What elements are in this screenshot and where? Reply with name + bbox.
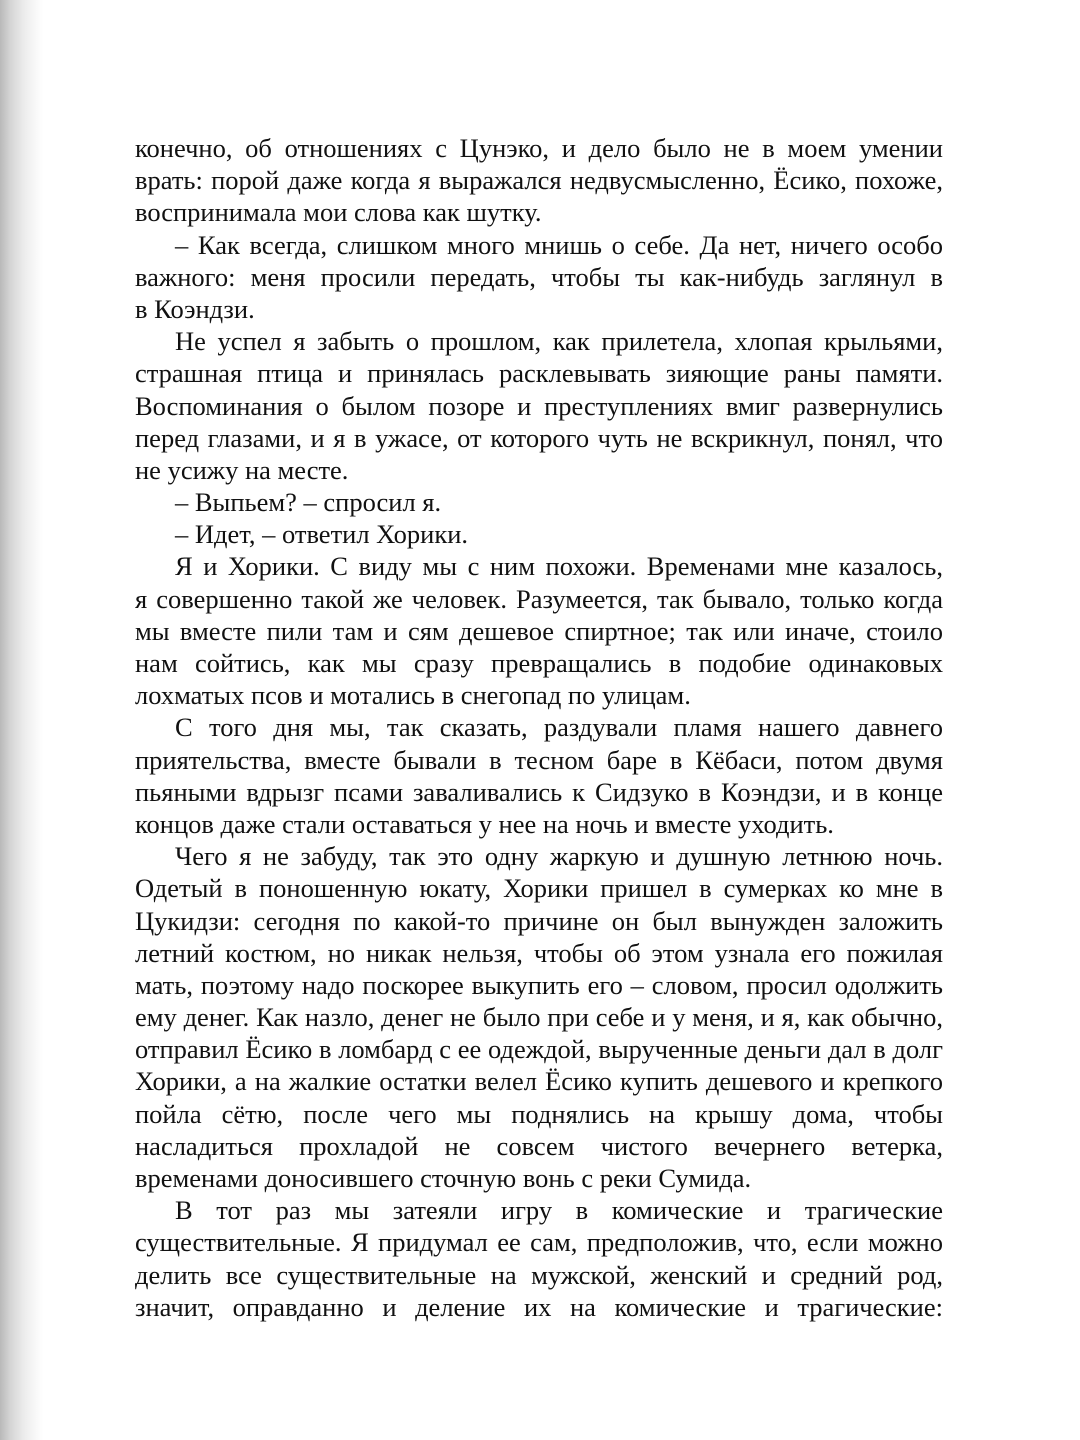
text-line: Я и Хорики. С виду мы с ним похожи. Временами мне казалось, [175,551,943,582]
text-line: насладиться прохладой не совсем чистого вечернего ветерка, [135,1130,943,1161]
text-line: врать: порой даже когда я выражался недвусмысленно, Ёсико, похоже, [135,165,943,196]
text-line: – Идет, – ответил Хорики. [175,519,469,550]
text-line: пьяными вдрызг псами заваливались к Сидзуко в Коэндзи, и в конце [135,776,943,807]
text-line: летний костюм, но никак нельзя, чтобы об этом узнала его пожилая [135,937,943,968]
text-line: я совершенно такой же человек. Разумеется, так бывало, только когда [135,583,943,614]
text-line: Чего я не забуду, так это одну жаркую и душную летнюю ночь. [175,841,943,872]
book-page-text [135,132,943,1323]
text-line: – Как всегда, слишком много мнишь о себе. Да нет, ничего особо [175,229,943,260]
page-edge-shadow [0,0,44,1440]
text-line: Воспоминания о былом позоре и преступлениях вмиг развернулись [135,390,943,421]
text-line: делить все существительные на мужской, женский и средний род, [135,1259,943,1290]
text-line: в Коэндзи. [135,293,255,324]
text-line: Не успел я забыть о прошлом, как прилетела, хлопая крыльями, [175,326,943,357]
text-line: мы вместе пили там и сям дешевое спиртное; так или иначе, стоило [135,615,943,646]
text-line: концов даже стали оставаться у нее на ночь и вместе уходить. [135,808,834,839]
text-line: Цукидзи: сегодня по какой-то причине он был вынужден заложить [135,905,943,936]
text-line: воспринимала мои слова как шутку. [135,197,542,228]
text-line: значит, оправданно и деление их на комические и трагические: [135,1291,943,1322]
text-line: Хорики, а на жалкие остатки велел Ёсико купить дешевого и крепкого [135,1066,943,1097]
text-line: Одетый в поношенную юкату, Хорики пришел в сумерках ко мне в [135,873,943,904]
text-line: страшная птица и принялась расклевывать зияющие раны памяти. [135,358,943,389]
text-line: С того дня мы, так сказать, раздували пламя нашего давнего [175,712,943,743]
text-line: существительные. Я придумал ее сам, предположив, что, если можно [135,1227,943,1258]
text-line: конечно, об отношениях с Цунэко, и дело было не в моем умении [135,133,943,163]
text-line: мать, поэтому надо поскорее выкупить его – словом, просил одолжить [135,969,943,1000]
text-line: приятельства, вместе бывали в тесном баре в Кёбаси, потом двумя [135,744,943,775]
text-line: важного: меня просили передать, чтобы ты как-нибудь заглянул в [135,261,943,292]
text-line: В тот раз мы затеяли игру в комические и трагические [175,1195,943,1226]
text-line: отправил Ёсико в ломбард с ее одеждой, вырученные деньги дал в долг [135,1034,943,1065]
text-line: пойла сётю, после чего мы поднялись на крышу дома, чтобы [135,1098,943,1129]
text-line: нам сойтись, как мы сразу превращались в подобие одинаковых [135,648,943,678]
text-line: – Выпьем? – спросил я. [175,487,442,518]
text-line: перед глазами, и я в ужасе, от которого чуть не вскрикнул, понял, что [135,422,943,453]
text-line: лохматых псов и мотались в снегопад по улицам. [135,680,691,711]
text-line: не усижу на месте. [135,454,349,485]
text-line: ему денег. Как назло, денег не было при себе и у меня, и я, как обычно, [135,1002,943,1033]
text-line: временами доносившего сточную вонь с реки Сумида. [135,1163,752,1193]
